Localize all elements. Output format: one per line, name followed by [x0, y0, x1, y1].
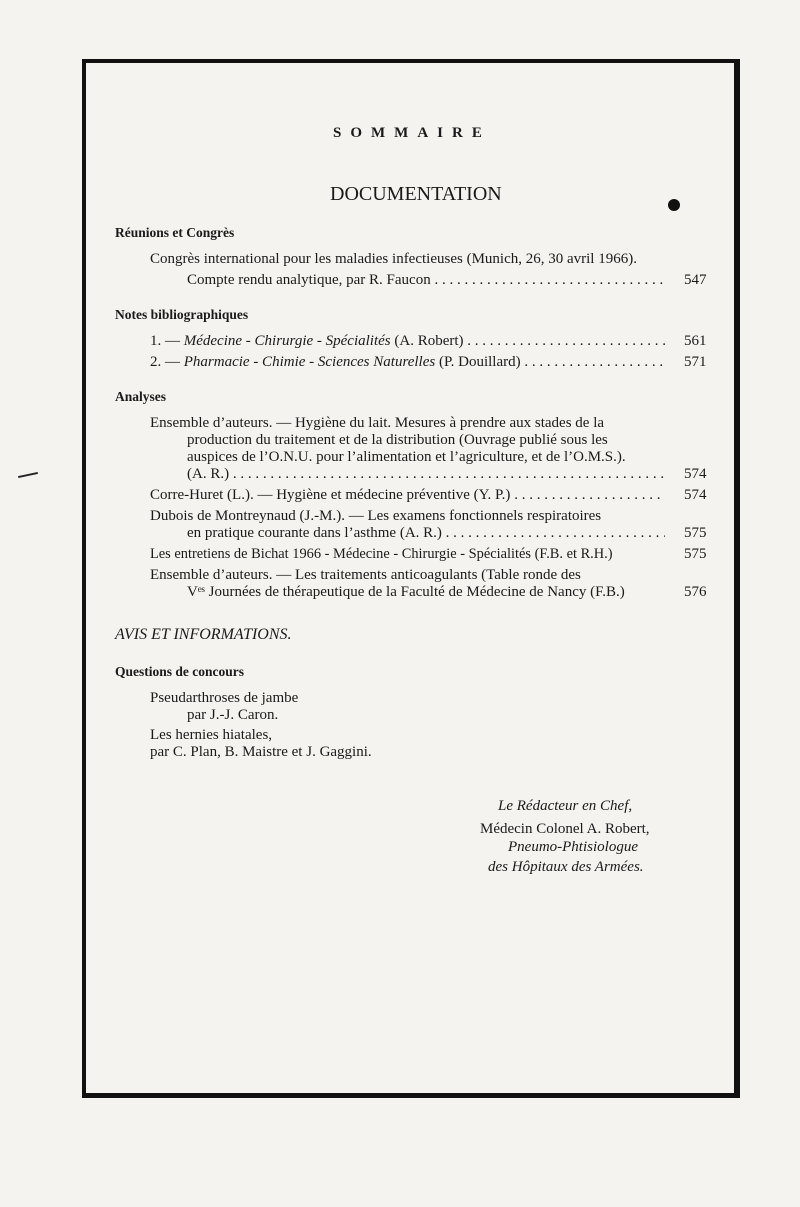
analyses-entry1-page: 574	[684, 466, 707, 482]
analyses-entry2: Corre-Huret (L.). — Hygiène et médecine préventive (Y. P.) . . .	[150, 487, 665, 504]
signature-title: Pneumo-Phtisiologue	[508, 839, 638, 855]
notes-heading: Notes bibliographiques	[115, 307, 249, 322]
analyses-entry1-l4: (A. R.) . . .	[187, 466, 665, 483]
analyses-entry5-l1: Ensemble d’auteurs. — Les traitements anticoagulants (Table ronde des	[150, 567, 581, 583]
analyses-entry4-page: 575	[684, 546, 707, 562]
analyses-heading: Analyses	[115, 389, 167, 404]
signature-role: Le Rédacteur en Chef,	[498, 798, 633, 814]
analyses-entry5-page: 576	[684, 584, 707, 600]
notes-item-1-page: 561	[684, 333, 707, 349]
reunions-heading: Réunions et Congrès	[115, 225, 235, 240]
notes-item-2-page: 571	[684, 354, 707, 370]
analyses-entry3-l2: en pratique courante dans l’asthme (A. R.) . . .	[187, 525, 665, 542]
sommaire-heading: SOMMAIRE	[333, 125, 491, 141]
reunions-line2: Compte rendu analytique, par R. Faucon . . .	[187, 272, 665, 289]
analyses-entry3-page: 575	[684, 525, 707, 541]
analyses-entry5-l2: Vᵉˢ Journées de thérapeutique de la Faculté de Médecine de Nancy (F.B.)	[187, 584, 625, 600]
notes-item-2: 2. — Pharmacie - Chimie - Sciences Naturelles (P. Douillard) . . .	[150, 354, 665, 371]
avis-heading: AVIS ET INFORMATIONS.	[115, 626, 292, 643]
question-2-author: par C. Plan, B. Maistre et J. Gaggini.	[150, 744, 372, 760]
signature-org: des Hôpitaux des Armées.	[488, 859, 644, 875]
analyses-entry1-l2: production du traitement et de la distribution (Ouvrage publié sous les	[187, 432, 608, 448]
analyses-entry2-page: 574	[684, 487, 707, 503]
ink-spot	[668, 199, 680, 211]
analyses-entry1-l3: auspices de l’O.N.U. pour l’alimentation et l’agriculture, et de l’O.M.S.).	[187, 449, 626, 465]
signature-name: Médecin Colonel A. Robert,	[480, 821, 650, 837]
documentation-title: DOCUMENTATION	[330, 183, 502, 205]
questions-heading: Questions de concours	[115, 664, 245, 679]
analyses-entry3-l1: Dubois de Montreynaud (J.-M.). — Les examens fonctionnels respiratoires	[150, 508, 602, 524]
reunions-line1: Congrès international pour les maladies infectieuses (Munich, 26, 30 avril 1966).	[150, 251, 637, 267]
question-1-author: par J.-J. Caron.	[187, 707, 279, 723]
question-2-title: Les hernies hiatales,	[150, 727, 273, 743]
analyses-entry4: Les entretiens de Bichat 1966 - Médecine - Chirurgie - Spécialités (F.B. et R.H.)	[150, 546, 613, 562]
reunions-page: 547	[684, 272, 707, 288]
notes-item-1: 1. — Médecine - Chirurgie - Spécialités (A. Robert) . . .	[150, 333, 665, 350]
question-1-title: Pseudarthroses de jambe	[150, 690, 299, 706]
analyses-entry1-l1: Ensemble d’auteurs. — Hygiène du lait. Mesures à prendre aux stades de la	[150, 415, 605, 431]
ink-mark	[18, 472, 38, 478]
